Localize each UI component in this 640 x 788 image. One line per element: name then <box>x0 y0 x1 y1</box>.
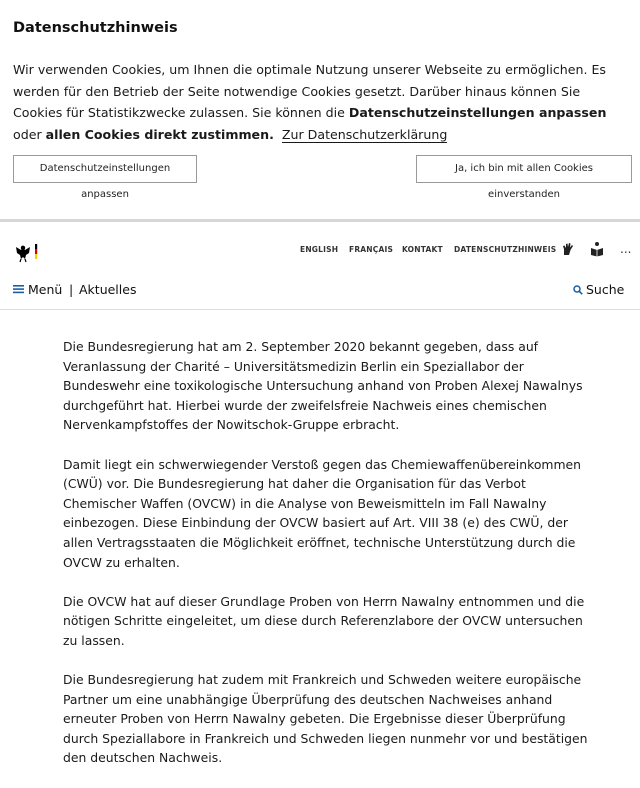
article-paragraph: Die Bundesregierung hat am 2. September 2020 bekannt gegeben, dass auf Veranlassung der Charité – Universitätsmedizin Berlin ein Speziallabor der Bundeswehr eine toxikologische Untersuchung anhand von Proben Alexej Nawalnys durchgeführt hat. Hierbei wurde der zweifelsfreie Nachweis eines chemischen Nervenkampfstoffes der Nowitschok-Gruppe erbracht. <box>63 339 583 433</box>
nav-datenschutzhinweis[interactable]: DATENSCHUTZHINWEIS <box>454 245 557 254</box>
easy-language-icon[interactable] <box>590 241 604 257</box>
cookie-banner <box>0 0 640 220</box>
article-paragraph: Die Bundesregierung hat zudem mit Frankreich und Schweden weitere europäische Partner um eine unabhängige Überprüfung des deutschen Nachweises anhand erneuter Proben von Herrn Nawalny gebeten. Die Ergebnisse dieser Überprüfung durch Speziallabore in Frankreich und Schweden liegen nunmehr vor und bestätigen den deutschen Nachweis. <box>63 672 588 766</box>
menu-button[interactable]: Menü <box>28 282 63 297</box>
cookie-text-part2: oder <box>13 126 46 142</box>
nav-francais[interactable]: FRANÇAIS <box>349 245 394 254</box>
breadcrumb-separator: | <box>69 282 74 297</box>
cookie-banner-title: Datenschutzhinweis <box>13 20 178 36</box>
nav-kontakt[interactable]: KONTAKT <box>402 245 443 254</box>
hamburger-menu-icon[interactable] <box>13 284 24 294</box>
privacy-policy-link[interactable]: Zur Datenschutzerklärung <box>281 126 448 142</box>
cookie-text-bold-settings: Datenschutzeinstellungen anpassen <box>348 105 607 120</box>
cookie-banner-text <box>13 59 631 145</box>
cookie-text-bold-accept: allen Cookies direkt zustimmen. <box>45 126 274 142</box>
federal-eagle-logo[interactable] <box>13 242 45 264</box>
article-body <box>63 337 591 788</box>
search-button[interactable]: Suche <box>586 282 625 297</box>
nav-english[interactable]: ENGLISH <box>300 245 339 254</box>
cookie-text-part1: Wir verwenden Cookies, um Ihnen die optimale Nutzung unserer Webseite zu ermöglichen. Es werden für den Betrieb der Seite notwendige Cookies gesetzt. Darüber hinaus können Sie Cookies für Statistikzwecke zulassen. Sie können die <box>13 62 606 120</box>
sign-language-icon[interactable] <box>561 241 575 257</box>
more-icon[interactable]: ... <box>620 242 632 256</box>
accept-all-cookies-button[interactable]: Ja, ich bin mit allen Cookies einverstanden <box>416 155 632 183</box>
article-paragraph: Damit liegt ein schwerwiegender Verstoß gegen das Chemiewaffenübereinkommen (CWÜ) vor. Die Bundesregierung hat daher die Organisation für das Verbot Chemischer Waffen (OVCW) in die Analyse von Beweismitteln im Fall Nawalny einbezogen. Diese Einbindung der OVCW basiert auf Art. VIII 38 (e) des CWÜ, der allen Vertragsstaaten die Möglichkeit eröffnet, technische Unterstützung durch die OVCW zu erhalten. <box>63 456 582 570</box>
article-paragraph: Die OVCW hat auf dieser Grundlage Proben von Herrn Nawalny entnommen und die nötigen Schritte eingeleitet, um diese durch Referenzlabore der OVCW untersuchen zu lassen. <box>63 593 585 648</box>
breadcrumb-aktuelles[interactable]: Aktuelles <box>79 282 137 297</box>
privacy-settings-button[interactable]: Datenschutzeinstellungen anpassen <box>13 155 197 183</box>
search-icon[interactable] <box>573 285 583 295</box>
